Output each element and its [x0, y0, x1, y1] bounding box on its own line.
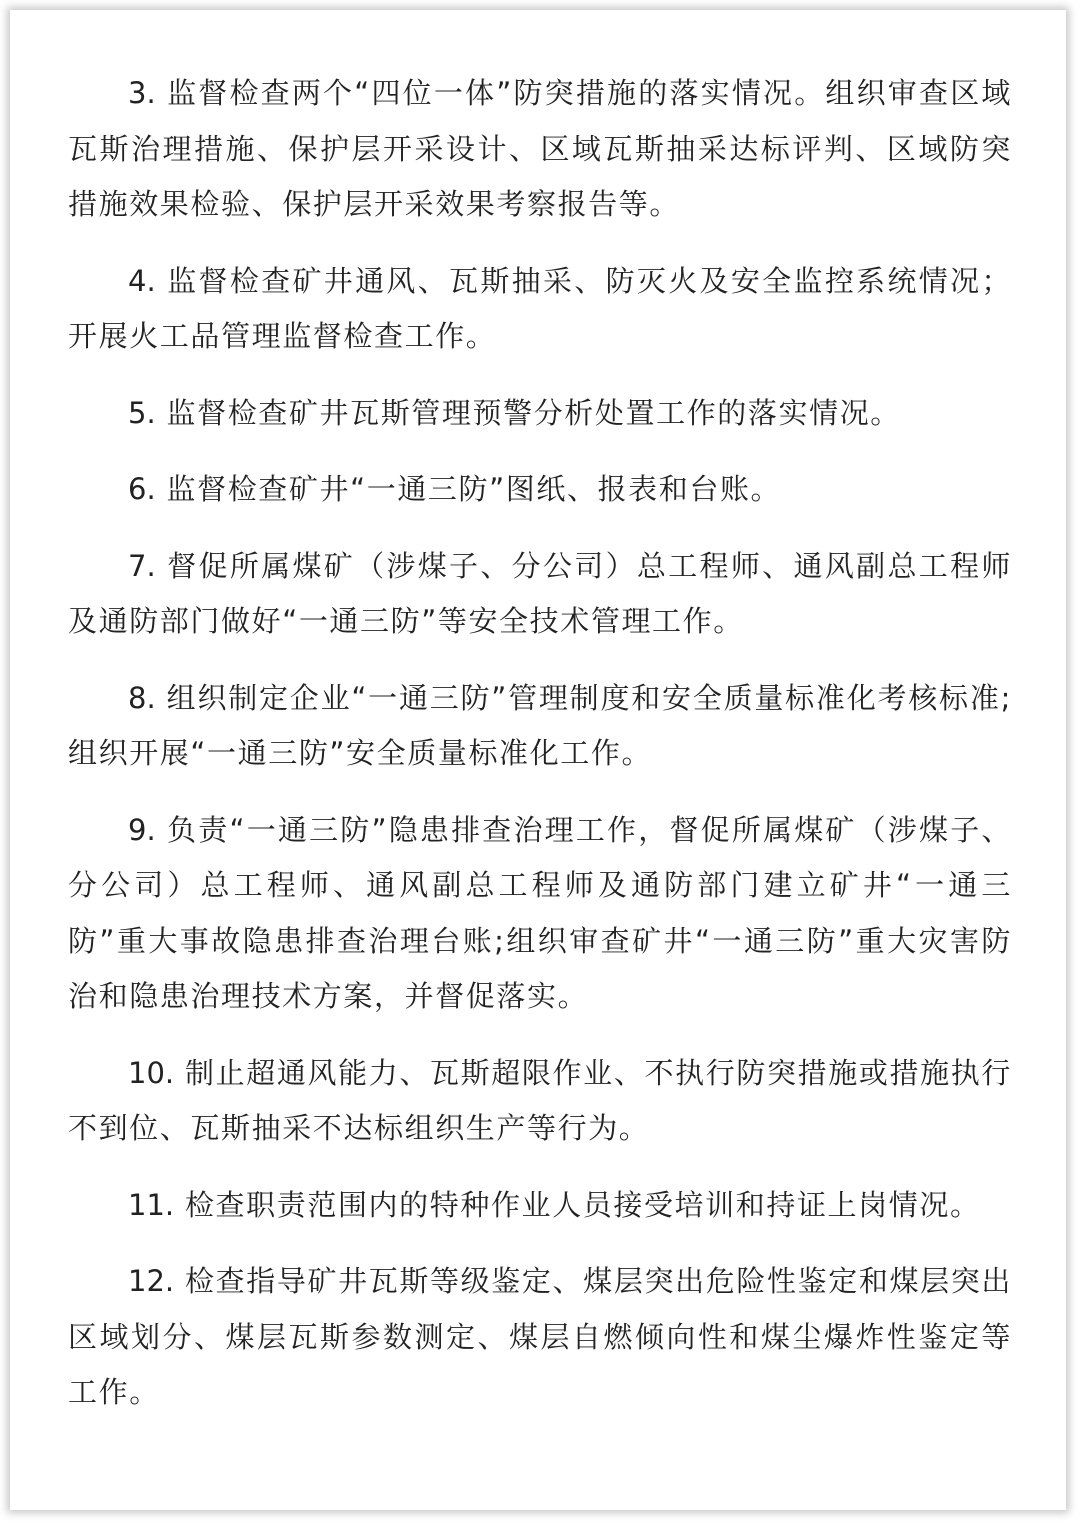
paragraph-5: [68, 386, 1012, 442]
paragraph-10: [68, 1046, 1012, 1157]
paragraph-text: 督促所属煤矿（涉煤子、分公司）总工程师、通风副总工程师及通防部门做好“一通三防”等安全技术管理工作。: [68, 548, 1012, 638]
paragraph-text: 监督检查矿井瓦斯管理预警分析处置工作的落实情况。: [155, 395, 901, 430]
paragraph-number: 4.: [128, 263, 156, 298]
paragraph-6: [68, 462, 1012, 518]
paragraph-7: [68, 539, 1012, 650]
paragraph-text: 负责“一通三防”隐患排查治理工作，督促所属煤矿（涉煤子、分公司）总工程师、通风副总工程师及通防部门建立矿井“一通三防”重大事故隐患排查治理台账;组织审查矿井“一通三防”重大灾害防治和隐患治理技术方案，并督促落实。: [68, 812, 1012, 1013]
paragraph-text: 监督检查矿井通风、瓦斯抽采、防灭火及安全监控系统情况；开展火工品管理监督检查工作。: [68, 263, 1012, 353]
paragraph-text: 检查指导矿井瓦斯等级鉴定、煤层突出危险性鉴定和煤层突出区域划分、煤层瓦斯参数测定、煤层自燃倾向性和煤尘爆炸性鉴定等工作。: [68, 1264, 1012, 1409]
document-body: [68, 66, 1012, 1442]
paragraph-number: 10.: [128, 1055, 175, 1090]
paragraph-12: [68, 1254, 1012, 1421]
paragraph-text: 组织制定企业“一通三防”管理制度和安全质量标准化考核标准;组织开展“一通三防”安全质量标准化工作。: [68, 680, 1012, 770]
paragraph-number: 9.: [128, 812, 156, 847]
paragraph-number: 6.: [128, 472, 156, 506]
paragraph-11: [68, 1178, 1012, 1234]
paragraph-4: [68, 254, 1012, 365]
paragraph-3: [68, 66, 1012, 233]
paragraph-number: 12.: [128, 1264, 175, 1298]
paragraph-text: 监督检查两个“四位一体”防突措施的落实情况。组织审查区域瓦斯治理措施、保护层开采设计、区域瓦斯抽采达标评判、区域防突措施效果检验、保护层开采效果考察报告等。: [68, 76, 1012, 221]
paragraph-number: 8.: [128, 680, 156, 715]
paragraph-9: [68, 803, 1012, 1025]
paragraph-number: 11.: [128, 1187, 175, 1222]
paragraph-8: [68, 671, 1012, 782]
paragraph-text: 制止超通风能力、瓦斯超限作业、不执行防突措施或措施执行不到位、瓦斯抽采不达标组织生产等行为。: [68, 1055, 1012, 1145]
paragraph-text: 监督检查矿井“一通三防”图纸、报表和台账。: [155, 472, 782, 506]
document-page: [10, 10, 1066, 1510]
paragraph-text: 检查职责范围内的特种作业人员接受培训和持证上岗情况。: [174, 1187, 981, 1222]
paragraph-number: 5.: [128, 395, 156, 430]
paragraph-number: 3.: [128, 76, 156, 110]
paragraph-number: 7.: [128, 548, 156, 583]
